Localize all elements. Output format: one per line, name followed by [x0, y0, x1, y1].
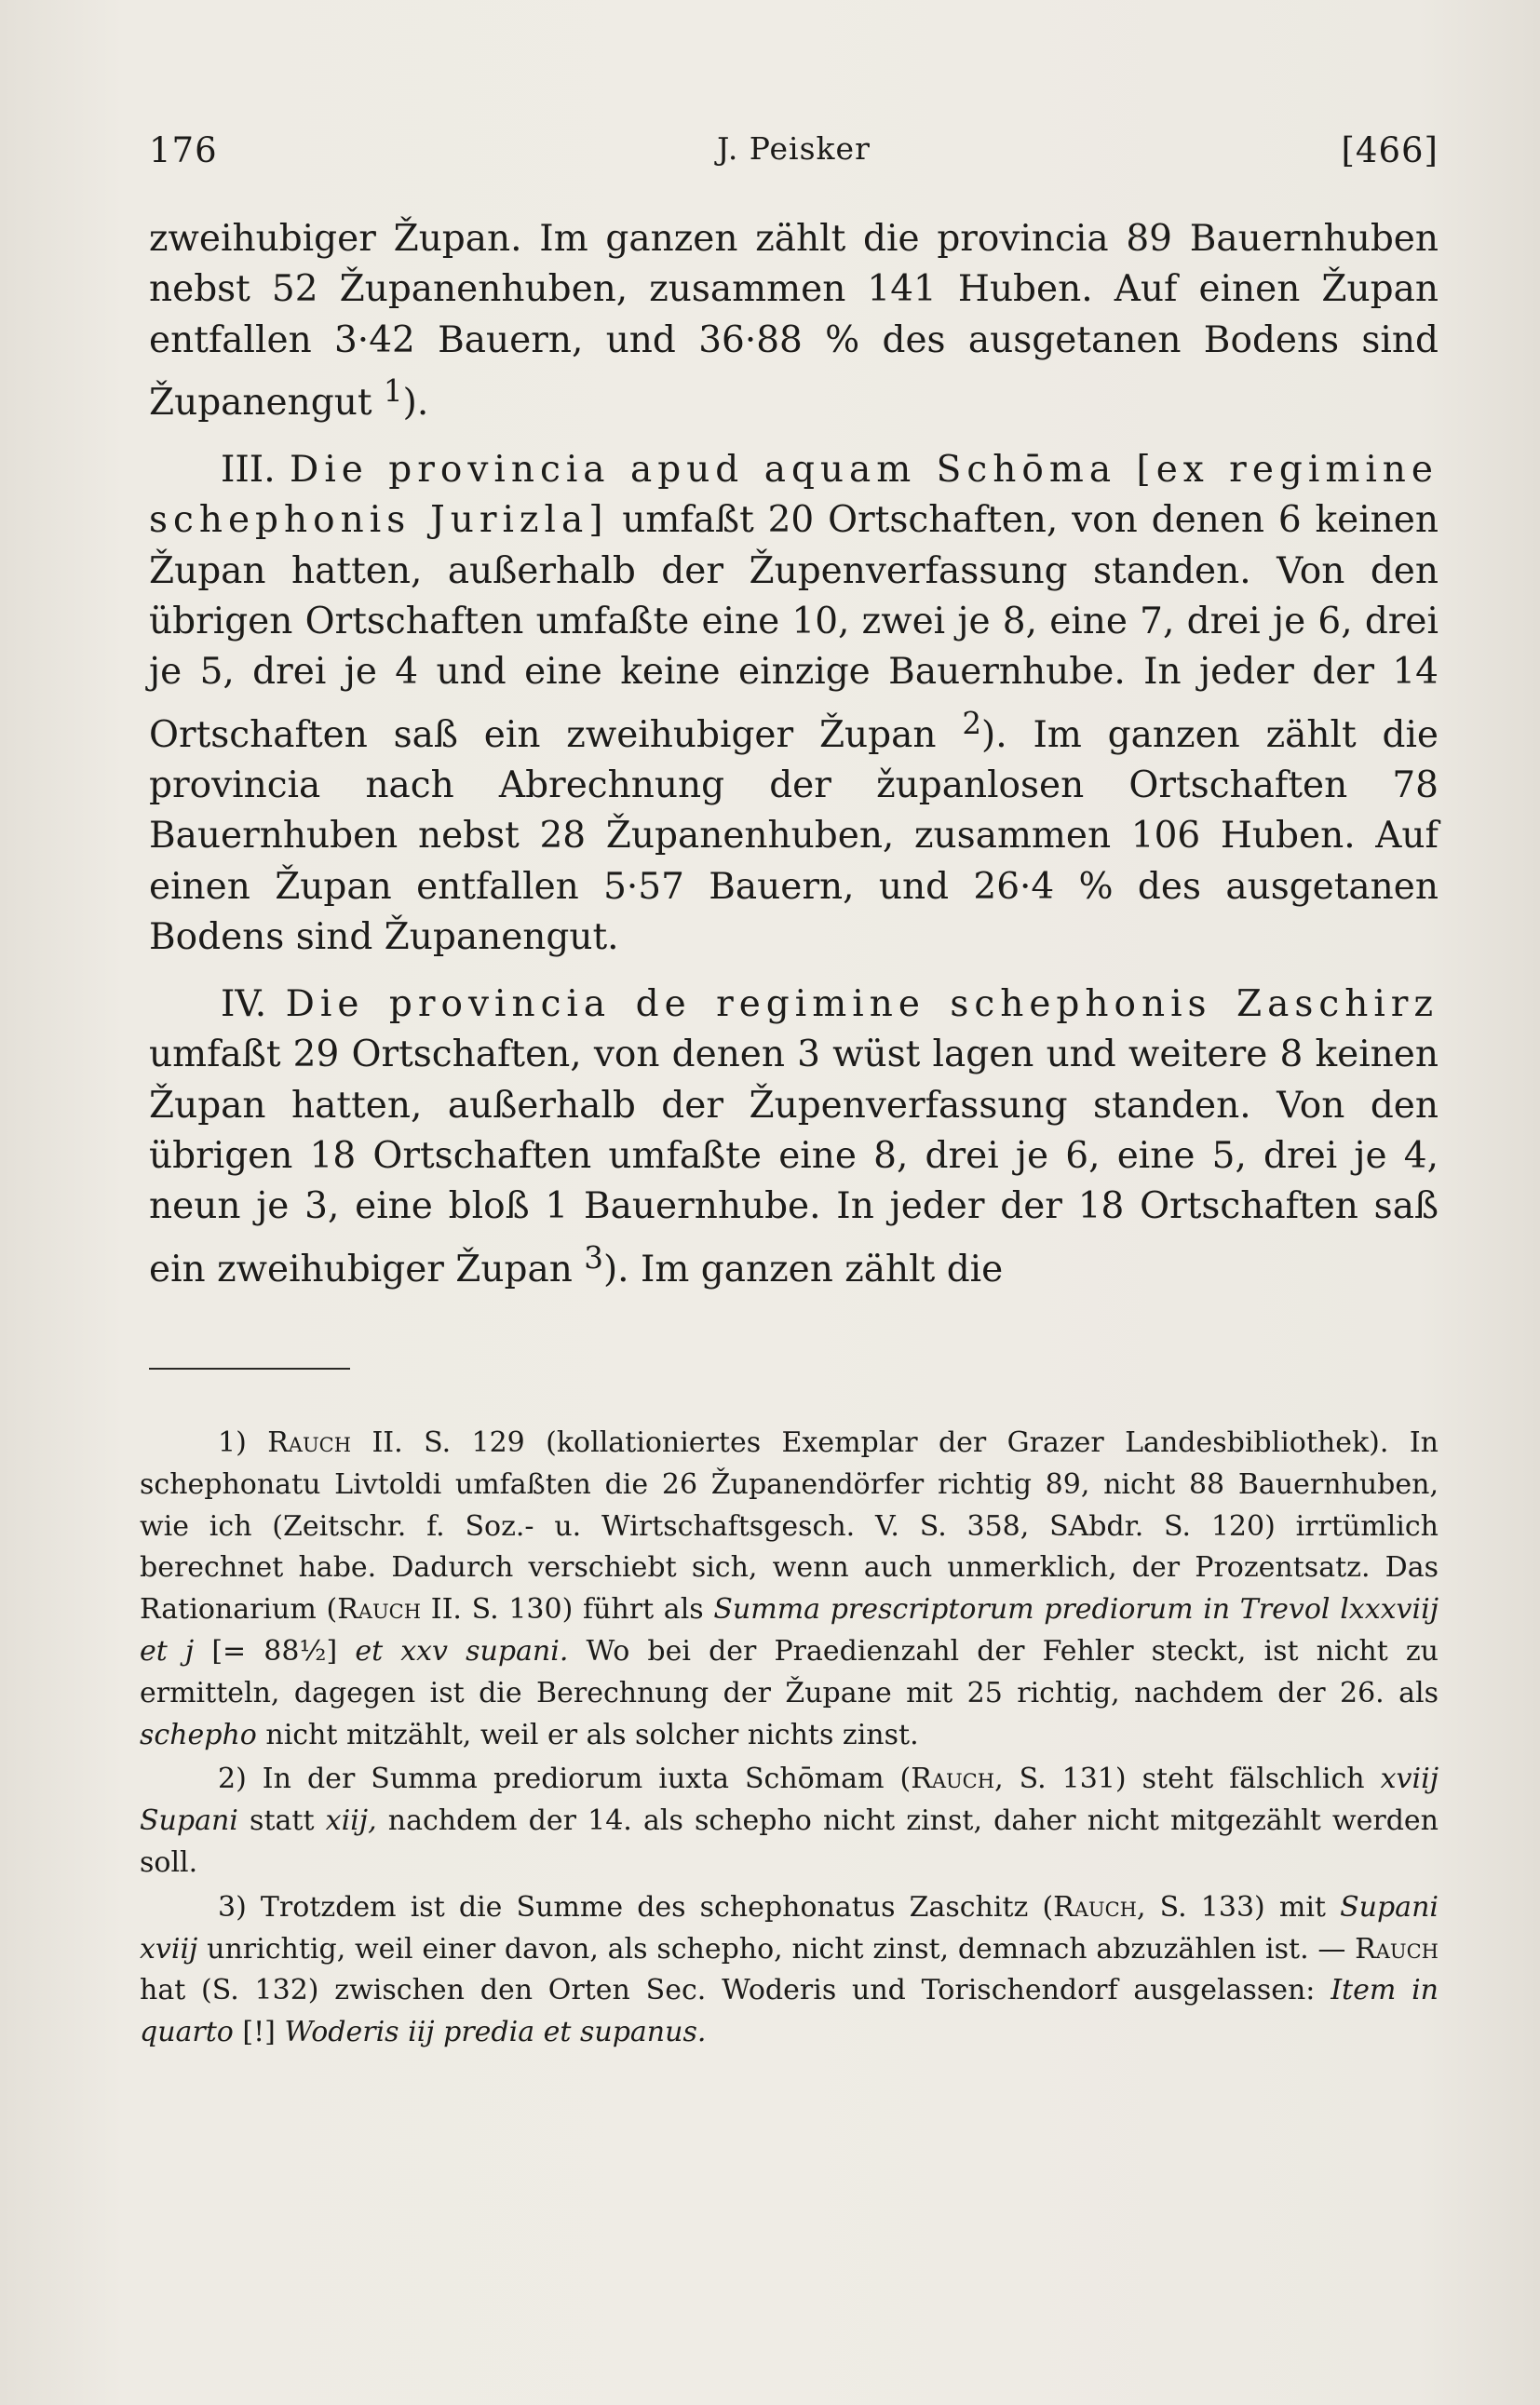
footnote-ref-2: 2 — [962, 705, 982, 741]
running-head-author: J. Peisker — [717, 130, 871, 167]
paragraph-section-iv: IV. Die provincia de regimine schephonis Zaschirz umfaßt 29 Ortschaften, von denen 3 wüst lagen und weitere 8 keinen Župan hatten, außerhalb der Župenverfassung standen. Von den übrigen 18 Ortschaften umfaßte eine 8, drei je 6, eine 5, drei je 4, neun je 3, eine bloß 1 Bauernhube. In jeder der 18 Ortschaften saß ein zweihubiger Župan $^3$). Im ganzen zählt die — [149, 983, 1439, 1290]
original-page-number: [466] — [1341, 130, 1439, 170]
footnote-2: 2) In der Summa prediorum iuxta Schōmam (Rauch, S. 131) steht fälschlich xviij Supani statt xiij, nachdem der 14. als schepho nicht zinst, daher nicht mitgezählt werden soll. — [140, 1763, 1439, 1879]
footnote-divider — [149, 1368, 350, 1370]
section-title-iii: Die provincia apud aquam Schōma [ex regimine schephonis Jurizla] — [149, 449, 1439, 542]
main-text — [149, 214, 1439, 1295]
footnote-ref-1: 1 — [383, 372, 403, 409]
footnote-1: 1) Rauch II. S. 129 (kollationiertes Exemplar der Grazer Landesbibliothek). In schephonatu Livtoldi umfaßten die 26 Županendörfer richtig 89, nicht 88 Bauernhuben, wie ich (Zeitschr. f. Soz.- u. Wirtschaftsgesch. V. S. 358, SAbdr. S. 120) irrtümlich berechnet habe. Dadurch verschiebt sich, wenn auch unmerklich, der Prozentsatz. Das Rationarium (Rauch II. S. 130) führt als Summa prescriptorum prediorum in Trevol lxxxviij et j [= 88½] et xxv supani. Wo bei der Praedienzahl der Fehler steckt, ist nicht zu ermitteln, dagegen ist die Berechnung der Župane mit 25 richtig, nachdem der 26. als schepho nicht mitzählt, weil er als solcher nichts zinst. — [140, 1426, 1439, 1751]
running-header — [149, 130, 1439, 182]
footnotes — [140, 1423, 1439, 2057]
section-number-iii: III. — [221, 449, 276, 492]
paragraph-section-iii: III. Die provincia apud aquam Schōma [ex regimine schephonis Jurizla] umfaßt 20 Ortschaften, von denen 6 keinen Župan hatten, außerhalb der Župenverfassung standen. Von den übrigen Ortschaften umfaßte eine 10, zwei je 8, eine 7, drei je 6, drei je 5, drei je 4 und eine keine einzige Bauernhube. In jeder der 14 Ortschaften saß ein zweihubiger Župan $^2$). Im ganzen zählt die provincia nach Abrechnung der županlosen Ortschaften 78 Bauernhuben nebst 28 Županenhuben, zusammen 106 Huben. Auf einen Župan entfallen 5·57 Bauern, und 26·4 % des ausgetanen Bodens sind Županengut. — [149, 449, 1439, 958]
footnote-3: 3) Trotzdem ist die Summe des schephonatus Zaschitz (Rauch, S. 133) mit Supani xviij unrichtig, weil einer davon, als schepho, nicht zinst, demnach abzuzählen ist. — Rauch hat (S. 132) zwischen den Orten Sec. Woderis und Torischendorf ausgelassen: Item in quarto [!] Woderis iij predia et supanus. — [140, 1890, 1439, 2049]
paragraph-1: zweihubiger Župan. Im ganzen zählt die provincia 89 Bauernhuben nebst 52 Županenhuben, zusammen 141 Huben. Auf einen Župan entfallen 3·42 Bauern, und 36·88 % des ausgetanen Bodens sind Županengut $^1$). — [149, 218, 1439, 424]
section-title-iv: Die provincia de regimine schephonis Zaschirz — [285, 983, 1439, 1026]
footnote-ref-3: 3 — [584, 1239, 603, 1276]
page-number: 176 — [149, 130, 218, 170]
section-number-iv: IV. — [221, 983, 267, 1026]
